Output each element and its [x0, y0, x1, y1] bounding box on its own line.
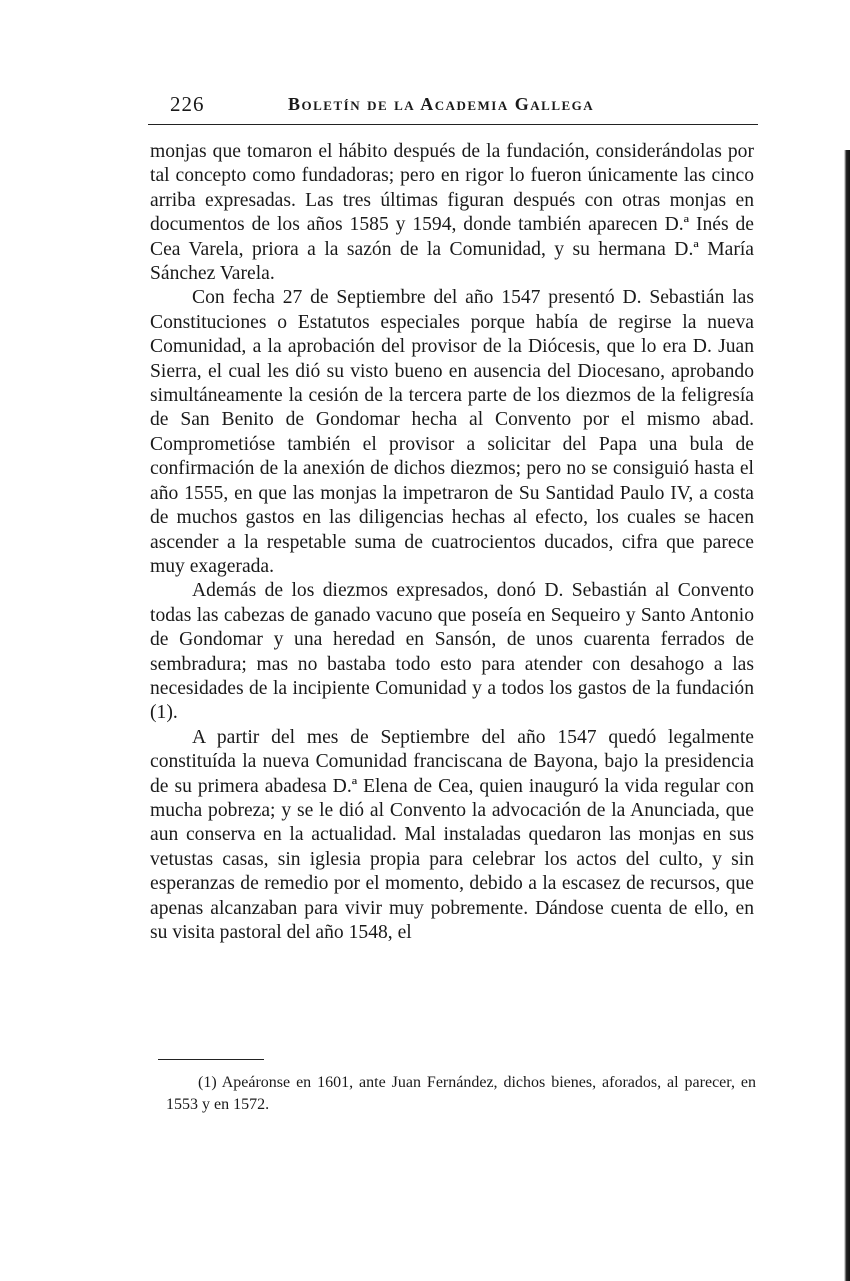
paragraph-1: monjas que tomaron el hábito después de la fundación, considerándolas por tal concepto como fundadoras; pero en rigor lo fueron únicamente las cinco arriba expresadas. Las tres últimas figuran después con otras monjas en documentos de los años 1585 y 1594, donde también aparecen D.ª Inés de Cea Varela, priora a la sazón de la Comunidad, y su hermana D.ª María Sánchez Varela.: [150, 141, 754, 285]
page-number: 226: [170, 92, 205, 116]
paragraph-2: Con fecha 27 de Septiembre del año 1547 presentó D. Sebastián las Constituciones o Estatutos especiales porque había de regirse la nueva Comunidad, a la aprobación del provisor de la Diócesis, que lo era D. Juan Sierra, el cual les dió su visto bueno en ausencia del Diocesano, aprobando simultáneamente la cesión de la tercera parte de los diezmos de la feligresía de San Benito de Gondomar hecha al Convento por el mismo abad. Comprometióse también el provisor a solicitar del Papa una bula de confirmación de la anexión de dichos diezmos; pero no se consiguió hasta el año 1555, en que las monjas la impetraron de Su Santidad Paulo IV, a costa de muchos gastos en las diligencias hechas al efecto, los cuales se hacen ascender a la respetable suma de cuatrocientos ducados, cifra que parece muy exagerada.: [150, 287, 754, 577]
footnote-divider: [158, 1059, 264, 1060]
page-header: [148, 88, 758, 125]
scan-edge-shadow: [838, 150, 850, 1281]
body-text: [150, 140, 754, 945]
paragraph-3: Además de los diezmos expresados, donó D. Sebastián al Convento todas las cabezas de ganado vacuno que poseía en Sequeiro y Santo Antonio de Gondomar y una heredad en Sansón, de unos cuarenta ferrados de sembradura; mas no bastaba todo esto para atender con desahogo a las necesidades de la incipiente Comunidad y a todos los gastos de la fundación (1).: [150, 580, 754, 724]
footnote: (1) Apeáronse en 1601, ante Juan Fernández, dichos bienes, aforados, al parecer, en 1553 y en 1572.: [166, 1074, 756, 1113]
paragraph-4: A partir del mes de Septiembre del año 1547 quedó legalmente constituída la nueva Comunidad franciscana de Bayona, bajo la presidencia de su primera abadesa D.ª Elena de Cea, quien inauguró la vida regular con mucha pobreza; y se le dió al Convento la advocación de la Anunciada, que aun conserva en la actualidad. Mal instaladas quedaron las monjas en sus vetustas casas, sin iglesia propia para celebrar los actos del culto, y sin esperanzas de remedio por el momento, debido a la escasez de recursos, que apenas alcanzaban para vivir muy pobremente. Dándose cuenta de ello, en su visita pastoral del año 1548, el: [150, 726, 754, 943]
running-title: Boletín de la Academia Gallega: [288, 94, 595, 114]
